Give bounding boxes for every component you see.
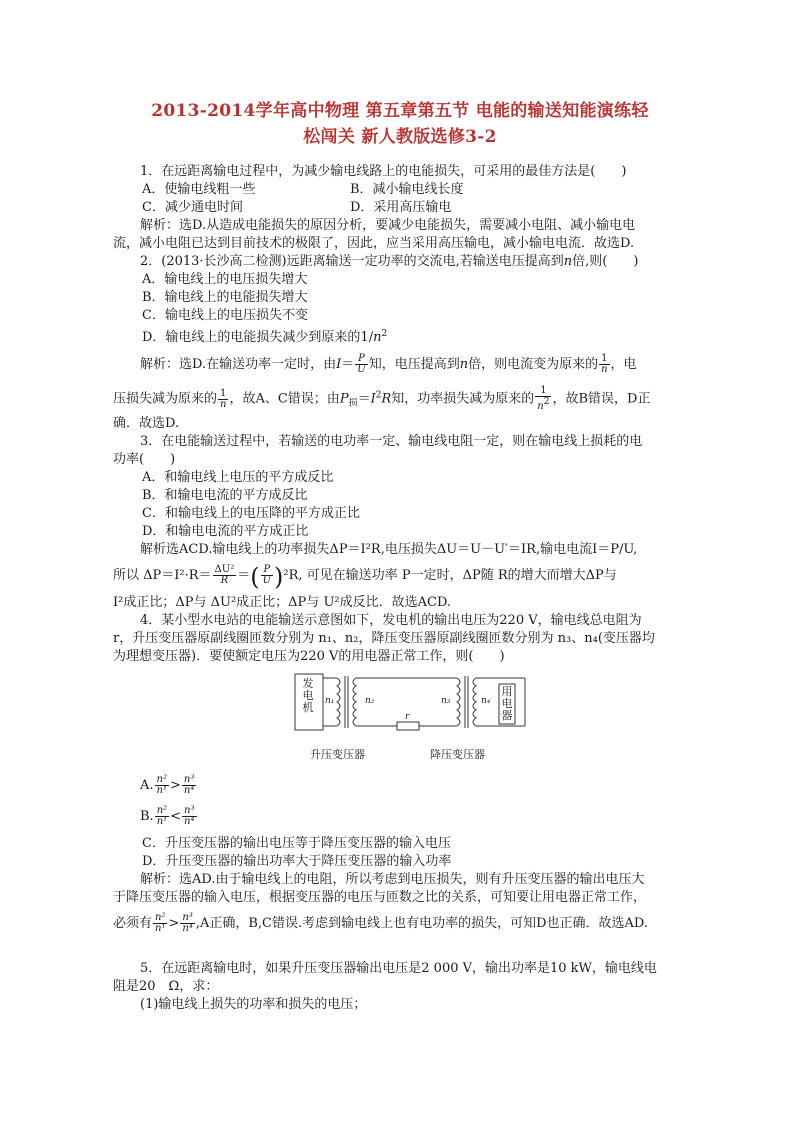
step-down-transformer-label: 降压变压器 — [430, 748, 485, 761]
right-paren: ) — [274, 563, 284, 591]
q2-an1-text-d: ，电 — [610, 357, 637, 372]
q3-option-a: A．和输电线上电压的平方成反比 — [142, 470, 334, 485]
q2-option-d-text: D．输电线上的电能损失减少到原来的1/ — [142, 330, 374, 345]
q1-analysis-line-1: 解析：选D.从造成电能损失的原因分析，要减少电能损失，需要减小电阻、减小输电电 — [140, 218, 636, 233]
fraction-denominator: n — [220, 398, 227, 410]
q1-option-b: B．减小输电线长度 — [350, 182, 464, 197]
fraction-numerator: n³ — [183, 774, 195, 785]
q2-analysis-line-3: 确．故选D. — [113, 416, 180, 431]
document-title-line-1: 2013-2014学年高中物理 第五章第五节 电能的输送知能演练轻 — [151, 101, 649, 121]
coil-n1 — [337, 678, 340, 726]
q2-an2-eq: ＝ — [357, 391, 371, 407]
q1-option-c: C．减少通电时间 — [142, 200, 243, 215]
coil-n3 — [457, 678, 460, 726]
fraction-denominator: n¹ — [155, 923, 166, 934]
q4-an3-right-fraction — [180, 913, 194, 934]
fraction-numerator: n³ — [184, 805, 195, 816]
q4-a-left-fraction — [155, 775, 169, 796]
q2-an1-n: n — [459, 357, 469, 372]
q4-b-label: B. — [140, 809, 154, 824]
generator-char-3: 机 — [302, 701, 314, 714]
q2-an2-r: R — [381, 391, 392, 407]
q4-b-op: < — [170, 809, 182, 824]
q4-option-b — [140, 806, 198, 827]
q4-b-left-fraction — [155, 806, 169, 827]
fraction-numerator: P — [261, 565, 273, 576]
generator-char-2: 电 — [302, 689, 314, 702]
q4-an3-op: > — [168, 916, 180, 931]
q5-stem-line-1: 5．在远距离输电时，如果升压变压器输出电压是2 000 V，输出功率是10 kW，输电线电 — [140, 961, 657, 976]
q2-an2-sup: 2 — [375, 390, 382, 401]
q2-an2-text-d: 知，功率损失减为原来的 — [391, 391, 535, 407]
document-title-line-2: 松闯关 新人教版选修3-2 — [303, 127, 497, 147]
q5-stem-line-2: 阻是20 Ω，求： — [113, 979, 219, 994]
q2-an2-text-b: ，故A、C错误；由 — [229, 391, 340, 407]
fraction-denominator: U — [262, 575, 272, 586]
q2-option-d-sup: 2 — [381, 329, 388, 339]
q3-stem-line-2: 功率( ) — [113, 452, 176, 467]
q2-option-a: A．输电线上的电压损失增大 — [142, 272, 308, 287]
q3-an2-text-a: 所以 ΔP＝I²·R＝ — [113, 568, 212, 583]
q2-an1-text-c: 倍，则电流变为原来的 — [468, 357, 599, 372]
q2-an1-fraction-1-over-n — [599, 354, 609, 375]
q3-analysis-line-2 — [113, 563, 617, 591]
q4-an3-text-b: ,A正确，B,C错误.考虑到输电线上也有电功率的损失，可知D也正确．故选AD. — [195, 916, 649, 931]
q4-analysis-line-1: 解析：选AD.由于输电线上的电阻，所以考虑到电压损失，则有升压变压器的输出电压大 — [140, 872, 645, 887]
fraction-numerator: P — [355, 354, 367, 365]
fraction-denominator: n⁴ — [184, 816, 195, 827]
q2-analysis-line-1 — [140, 354, 637, 375]
q4-analysis-line-3 — [113, 913, 648, 934]
q3-an2-fraction-du2-over-r — [213, 565, 237, 586]
left-paren: ( — [250, 563, 260, 591]
q3-option-b: B．和输电电流的平方成反比 — [142, 488, 308, 503]
q4-an3-text-a: 必须有 — [113, 916, 153, 931]
q3-an2-fraction-p-over-u — [261, 565, 273, 586]
appliance-char-3: 器 — [501, 709, 513, 722]
fraction-numerator: n² — [156, 774, 167, 785]
q5-sub-question-1: (1)输电线上损失的功率和损失的电压； — [140, 997, 367, 1012]
fraction-denominator: n¹ — [156, 785, 167, 796]
q4-a-right-fraction — [182, 775, 196, 796]
label-n3: n₃ — [441, 696, 451, 706]
q3-option-c: C．和输电线上的电压降的平方成正比 — [142, 506, 360, 521]
q2-an2-fraction-1-over-n2 — [535, 386, 551, 412]
appliance-label — [501, 686, 513, 722]
label-n4: n₄ — [481, 696, 491, 706]
step-up-transformer-label: 升压变压器 — [310, 748, 365, 761]
appliance-char-2: 电 — [501, 697, 513, 710]
label-n2: n₂ — [365, 696, 375, 706]
fraction-denominator: R — [220, 575, 229, 586]
q4-stem-line-1: 4．某小型水电站的电能输送示意图如下，发电机的输出电压为220 V，输电线总电阻为 — [140, 613, 642, 628]
appliance-char-1: 用 — [501, 685, 513, 698]
label-r: r — [405, 712, 410, 722]
q2-an2-text-e: ，故B错误，D正 — [552, 391, 651, 407]
q1-option-a: A．使输电线粗一些 — [142, 182, 256, 197]
q3-option-d: D．和输电电流的平方成正比 — [142, 524, 309, 539]
fraction-denominator: n¹ — [156, 816, 168, 827]
q2-an2-p: P — [339, 391, 349, 407]
q3-analysis-line-3: I²成正比；ΔP与 ΔU²成正比；ΔP与 U²成反比．故选ACD. — [113, 595, 452, 610]
q2-an1-eq: ＝ — [341, 357, 355, 372]
q3-an2-eq: ＝ — [237, 568, 251, 583]
fraction-denominator: n⁴ — [183, 785, 195, 796]
fraction-numerator: 1 — [218, 389, 228, 400]
q2-an2-text-a: 压损失减为原来的 — [113, 391, 218, 407]
q2-an1-i: I — [336, 357, 342, 372]
q4-an3-left-fraction — [153, 913, 167, 934]
q2-an2-i: I — [370, 391, 376, 407]
generator-char-1: 发 — [302, 677, 314, 690]
q2-an1-fraction-p-over-u — [355, 354, 367, 375]
power-transmission-diagram — [285, 666, 535, 766]
coil-n4 — [473, 678, 476, 726]
q2-analysis-line-2 — [113, 386, 650, 413]
q2-option-d-n: n — [373, 330, 382, 345]
q4-b-right-fraction — [182, 806, 196, 827]
fraction-denominator: n⁴ — [182, 923, 193, 934]
q2-option-d — [142, 325, 387, 347]
fraction-numerator: ΔU² — [214, 564, 235, 575]
q2-an1-text-a: 解析：选D.在输送功率一定时，由 — [140, 357, 337, 372]
fraction-numerator: 1 — [535, 386, 551, 397]
q1-option-d: D．采用高压输电 — [350, 200, 452, 215]
fraction-den-sup: 2 — [543, 397, 550, 407]
fraction-denominator — [535, 397, 551, 412]
q2-option-b: B．输电线上的电能损失增大 — [142, 290, 308, 305]
q4-option-a — [140, 775, 197, 796]
fraction-numerator: n² — [155, 912, 166, 923]
q2-an1-text-b: 知，电压提高到 — [368, 357, 460, 372]
q4-analysis-line-2: 于降压变压器的输入电压，根据变压器的电压与匝数之比的关系，可知要让用电器正常工作， — [113, 890, 647, 905]
q3-stem-line-1: 3．在电能输送过程中，若输送的电功率一定、输电线电阻一定，则在输电线上损耗的电 — [140, 434, 643, 449]
q4-a-op: > — [169, 778, 181, 793]
fraction-denominator: n — [601, 364, 608, 375]
q1-analysis-line-2: 流，减小电阻已达到目前技术的极限了，因此，应当采用高压输电，减小输电电流．故选D. — [113, 236, 635, 251]
generator-label — [302, 678, 314, 714]
q3-an2-text-c: ²R, 可见在输送功率 P一定时，ΔP随 R的增大而增大ΔP与 — [283, 568, 617, 583]
q2-option-c: C．输电线上的电压损失不变 — [142, 308, 308, 323]
q2-stem-n: n — [563, 254, 573, 269]
fraction-den-n: n — [537, 401, 544, 412]
circuit-svg — [285, 666, 535, 746]
q2-stem — [140, 253, 638, 271]
q3-analysis-line-1: 解析选ACD.输电线上的功率损失ΔP＝I²R,电压损失ΔU＝U－U′＝IR,输电电流I＝P/U, — [140, 542, 638, 557]
q4-stem-line-3: 为理想变压器)．要使额定电压为220 V的用电器正常工作，则( ) — [113, 649, 505, 664]
fraction-numerator: n³ — [182, 912, 193, 923]
q4-option-c: C．升压变压器的输出电压等于降压变压器的输入电压 — [142, 836, 451, 851]
q4-stem-line-2: r，升压变压器原副线圈匝数分别为 n₁、n₂，降压变压器原副线圈匝数分别为 n₃、n₄(变压器均 — [113, 631, 655, 646]
fraction-numerator: n² — [156, 805, 168, 816]
fraction-denominator: U — [357, 364, 366, 375]
q2-stem-text-b: 倍,则( ) — [572, 254, 639, 269]
fraction-numerator: 1 — [599, 354, 609, 365]
q2-an2-fraction-1-over-n — [218, 389, 228, 410]
q4-a-label: A. — [140, 778, 154, 793]
q4-option-d: D．升压变压器的输出功率大于降压变压器的输入功率 — [142, 854, 452, 869]
q2-an2-sub: 损 — [348, 398, 358, 409]
label-n1: n₁ — [325, 696, 335, 706]
q1-stem: 1．在远距离输电过程中，为减少输电线路上的电能损失，可采用的最佳方法是( ) — [140, 164, 627, 179]
q2-stem-text-a: 2．(2013·长沙高二检测)远距离输送一定功率的交流电,若输送电压提高到 — [140, 254, 564, 269]
coil-n2 — [353, 678, 356, 726]
